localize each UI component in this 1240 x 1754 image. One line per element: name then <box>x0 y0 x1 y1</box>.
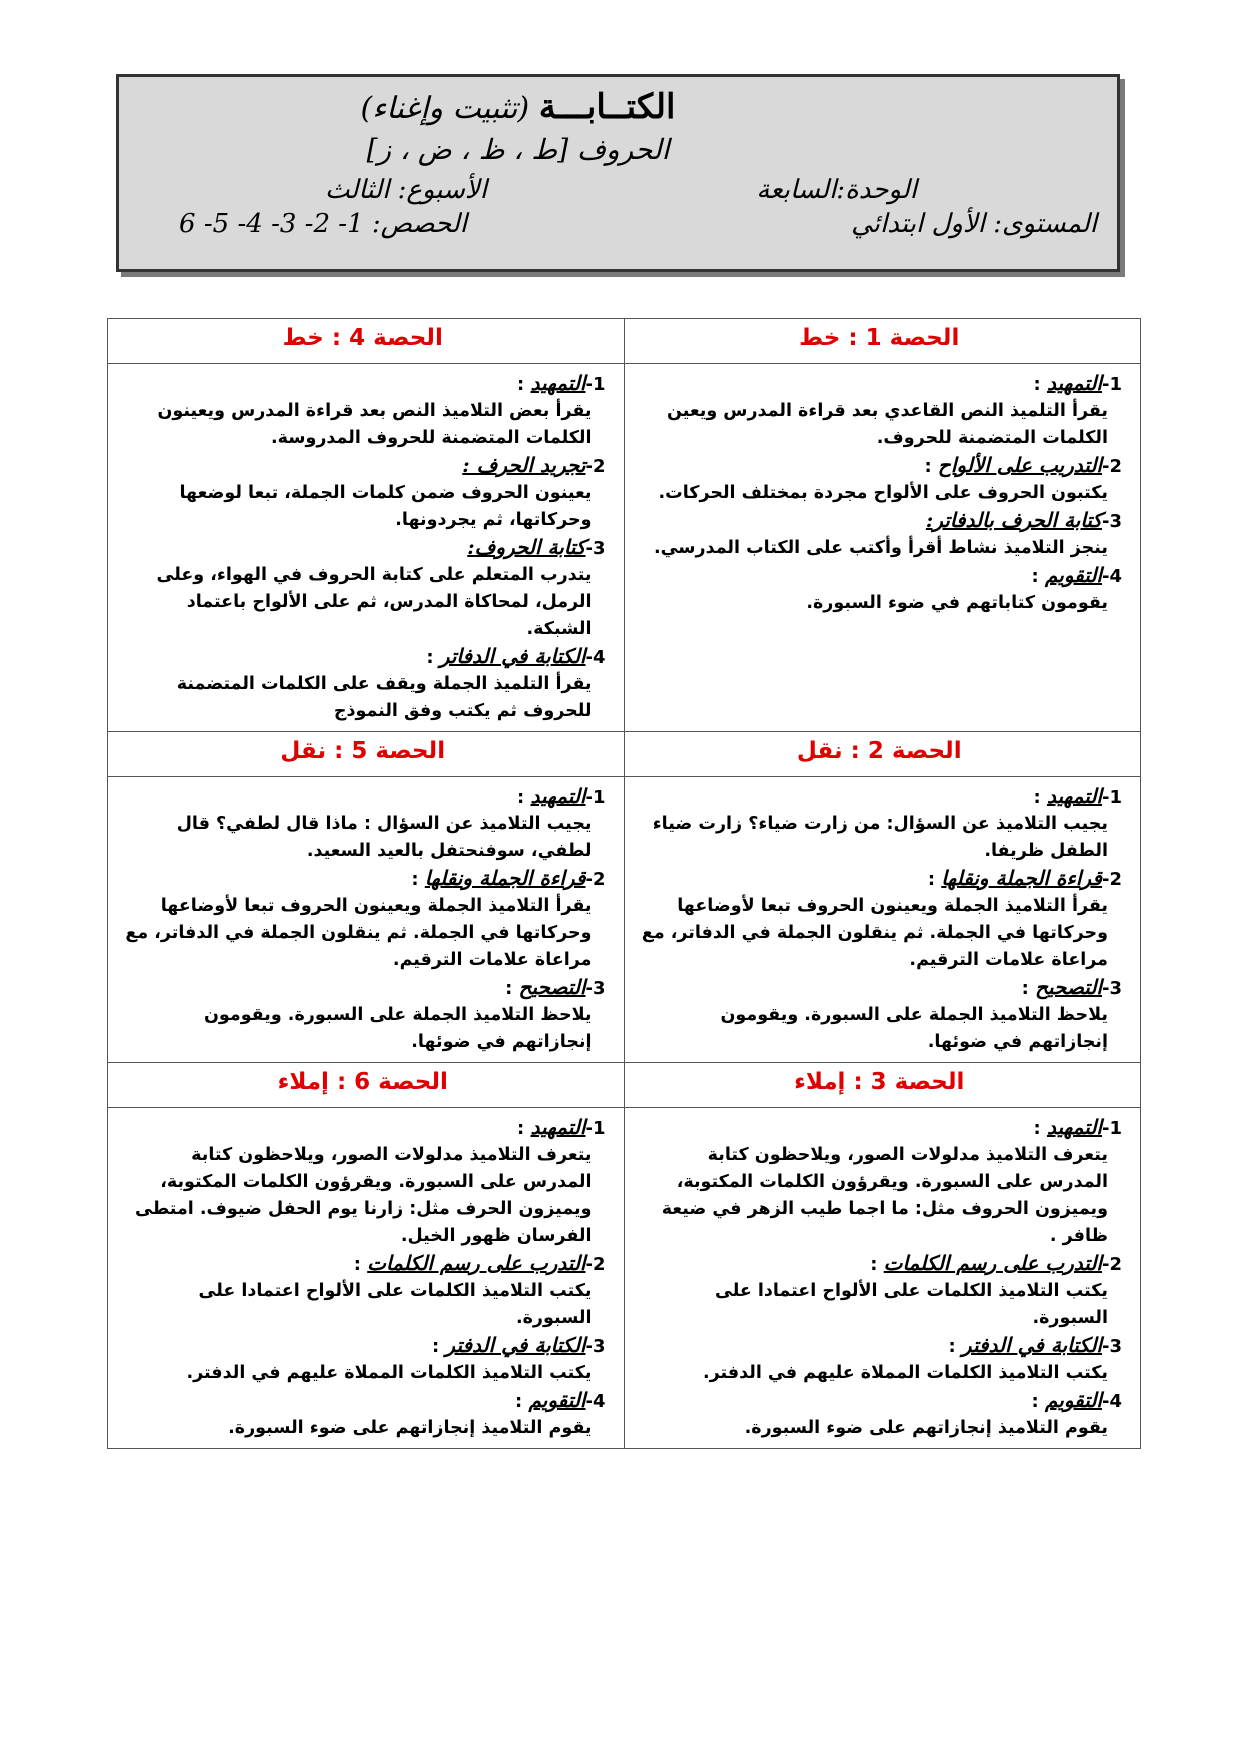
step-heading: 4-التقويم : <box>515 1388 606 1412</box>
step-title: تجريد الحرف : <box>462 453 586 477</box>
step-heading <box>637 507 1123 535</box>
step-text: يكتب التلاميذ الكلمات على الألواح اعتمادا على السبورة. <box>198 1281 592 1328</box>
step-text: يكتب التلاميذ الكلمات المملاة عليهم في الدفتر. <box>186 1363 592 1383</box>
session-header-row <box>108 732 1141 777</box>
session-content <box>108 777 625 1063</box>
step-number: 3- <box>585 978 606 999</box>
step-number: 4- <box>585 647 606 668</box>
title-sub: (تثبيت وإغناء) <box>360 91 530 126</box>
session-title: الحصة 5 : نقل <box>108 732 625 777</box>
step-text: يقوم التلاميذ إنجازاتهم على ضوء السبورة. <box>228 1418 592 1438</box>
letters-line: الحروف [ط ، ظ ، ض ، ز] <box>366 133 670 166</box>
step-heading: 1-التمهيد : <box>517 371 606 395</box>
step-heading: 3-التصحيح : <box>1021 975 1122 999</box>
step-text: يقرأ بعض التلاميذ النص بعد قراءة المدرس ويعينون الكلمات المتضمنة للحروف المدروسة. <box>157 401 592 448</box>
session-title: الحصة 3 : إملاء <box>624 1063 1141 1108</box>
step-number: 1- <box>585 1118 606 1139</box>
step-text: يقوم التلاميذ إنجازاتهم على ضوء السبورة. <box>744 1418 1108 1438</box>
step-text: ينجز التلاميذ نشاط أقرأ وأكتب على الكتاب المدرسي. <box>653 538 1108 558</box>
step-number: 2- <box>1101 869 1122 890</box>
step-heading: 1-التمهيد : <box>517 784 606 808</box>
step-title: التمهيد <box>1046 1115 1102 1139</box>
title-main: الكتــابـــة <box>538 87 676 127</box>
step-number: 4- <box>1101 1391 1122 1412</box>
step-title: قراءة الجملة ونقلها <box>424 866 586 890</box>
unit-label: الوحدة:السابعة <box>756 175 917 205</box>
step-number: 4- <box>1101 566 1122 587</box>
document-title <box>119 87 1117 127</box>
step-title: كتابة الحرف بالدفاتر: <box>925 508 1102 532</box>
step-title: كتابة الحروف: <box>467 535 586 559</box>
step-text: يلاحظ التلاميذ الجملة على السبورة. ويقومون إنجازاتهم في ضوئها. <box>720 1005 1108 1052</box>
step-number: 2- <box>585 1254 606 1275</box>
step-text: يقرأ التلميذ النص القاعدي بعد قراءة المدرس ويعين الكلمات المتضمنة للحروف. <box>667 401 1108 448</box>
step-number: 2- <box>585 869 606 890</box>
step-text: يقومون كتاباتهم في ضوء السبورة. <box>806 593 1108 613</box>
step-text: يعينون الحروف ضمن كلمات الجملة، تبعا لوضعها وحركاتها، ثم يجردونها. <box>179 483 592 530</box>
session-title: الحصة 1 : خط <box>624 319 1141 364</box>
step-number: 2- <box>585 456 606 477</box>
step-text: يلاحظ التلاميذ الجملة على السبورة. ويقومون إنجازاتهم في ضوئها. <box>203 1005 592 1052</box>
session-content-row <box>108 777 1141 1063</box>
session-header-row <box>108 1063 1141 1108</box>
step-text: يتعرف التلاميذ مدلولات الصور، ويلاحظون كتابة المدرس على السبورة. ويقرؤون الكلمات المكتوبة، ويميزون الحروف مثل: ما اجما طيب الزهر في ضيعة ظافر . <box>661 1145 1108 1246</box>
session-header-row <box>108 319 1141 364</box>
step-title: الكتابة في الدفتر <box>445 1333 586 1357</box>
step-heading: 4-التقويم : <box>1031 1388 1122 1412</box>
step-heading: 1-التمهيد : <box>1033 371 1122 395</box>
step-title: التمهيد <box>530 371 586 395</box>
step-title: التقويم <box>1044 1388 1102 1412</box>
step-text: يجيب التلاميذ عن السؤال: من زارت ضياء؟ زارت ضياء الطفل ظريفا. <box>652 814 1108 861</box>
step-heading <box>120 534 606 562</box>
step-text: يكتبون الحروف على الألواح مجردة بمختلف الحركات. <box>658 483 1108 503</box>
step-text: يقرأ التلاميذ الجملة ويعينون الحروف تبعا لأوضاعها وحركاتها في الجملة. ثم ينقلون الجملة في الدفاتر، مع مراعاة علامات الترقيم. <box>641 896 1108 970</box>
header-box <box>116 74 1120 272</box>
step-title: الكتابة في الدفتر <box>961 1333 1102 1357</box>
session-content <box>624 1108 1141 1449</box>
step-number: 1- <box>1101 374 1122 395</box>
step-number: 1- <box>585 787 606 808</box>
step-heading <box>120 452 606 480</box>
step-number: 3- <box>585 538 606 559</box>
step-number: 1- <box>585 374 606 395</box>
step-heading: 3-الكتابة في الدفتر : <box>431 1333 606 1357</box>
step-text: يقرأ التلميذ الجملة ويقف على الكلمات المتضمنة للحروف ثم يكتب وفق النموذج <box>176 674 592 721</box>
step-text: يقرأ التلاميذ الجملة ويعينون الحروف تبعا لأوضاعها وحركاتها في الجملة. ثم ينقلون الجملة في الدفاتر، مع مراعاة علامات الترقيم. <box>125 896 592 970</box>
step-heading: 3-التصحيح : <box>505 975 606 999</box>
step-title: التدرب على رسم الكلمات <box>883 1251 1102 1275</box>
session-title: الحصة 6 : إملاء <box>108 1063 625 1108</box>
step-number: 2- <box>1101 1254 1122 1275</box>
step-heading: 2-قراءة الجملة ونقلها : <box>927 866 1122 890</box>
step-number: 3- <box>1101 978 1122 999</box>
step-number: 4- <box>585 1391 606 1412</box>
step-title: التقويم <box>528 1388 586 1412</box>
week-label: الأسبوع: الثالث <box>324 175 487 205</box>
sessions-label: الحصص: 1- 2- 3- 4- 5- 6 <box>179 209 467 239</box>
step-text: يكتب التلاميذ الكلمات على الألواح اعتمادا على السبورة. <box>714 1281 1108 1328</box>
step-text: يكتب التلاميذ الكلمات المملاة عليهم في الدفتر. <box>703 1363 1108 1383</box>
step-title: التدرب على رسم الكلمات <box>367 1251 586 1275</box>
step-title: التصحيح <box>1035 975 1102 999</box>
step-heading: 1-التمهيد : <box>1033 1115 1122 1139</box>
lesson-table <box>107 318 1141 1449</box>
session-content-row <box>108 1108 1141 1449</box>
step-text: يجيب التلاميذ عن السؤال : ماذا قال لطفي؟ قال لطفي، سوفنحتفل بالعيد السعيد. <box>176 814 592 861</box>
step-title: التدريب على الألواح <box>937 453 1102 477</box>
step-heading: 2-التدرب على رسم الكلمات : <box>353 1251 606 1275</box>
step-title: التمهيد <box>530 1115 586 1139</box>
step-heading: 2-التدرب على رسم الكلمات : <box>870 1251 1122 1275</box>
step-number: 3- <box>1101 1336 1122 1357</box>
step-number: 1- <box>1101 1118 1122 1139</box>
step-heading: 1-التمهيد : <box>517 1115 606 1139</box>
step-heading: 4-الكتابة في الدفاتر : <box>426 644 606 668</box>
session-title: الحصة 4 : خط <box>108 319 625 364</box>
step-heading: 1-التمهيد : <box>1033 784 1122 808</box>
step-title: التقويم <box>1044 563 1102 587</box>
step-heading: 2-التدريب على الألواح : <box>924 453 1122 477</box>
step-title: الكتابة في الدفاتر <box>439 644 586 668</box>
step-number: 2- <box>1101 456 1122 477</box>
step-number: 3- <box>1101 511 1122 532</box>
session-content <box>108 1108 625 1449</box>
step-title: قراءة الجملة ونقلها <box>941 866 1102 890</box>
session-content <box>108 364 625 732</box>
step-heading: 2-قراءة الجملة ونقلها : <box>411 866 606 890</box>
step-heading: 4-التقويم : <box>1031 563 1122 587</box>
step-heading: 3-الكتابة في الدفتر : <box>948 1333 1122 1357</box>
step-title: التمهيد <box>1046 371 1102 395</box>
session-content <box>624 777 1141 1063</box>
session-title: الحصة 2 : نقل <box>624 732 1141 777</box>
step-text: يتعرف التلاميذ مدلولات الصور، ويلاحظون كتابة المدرس على السبورة. ويقرؤون الكلمات المكتوبة، ويميزون الحرف مثل: زارنا يوم الحفل ضيوف. امتطى الفرسان ظهور الخيل. <box>135 1145 592 1246</box>
session-content <box>624 364 1141 732</box>
session-content-row <box>108 364 1141 732</box>
step-number: 3- <box>585 1336 606 1357</box>
step-title: التصحيح <box>518 975 586 999</box>
step-title: التمهيد <box>1046 784 1102 808</box>
level-label: المستوى: الأول ابتدائي <box>851 209 1097 239</box>
step-text: يتدرب المتعلم على كتابة الحروف في الهواء، وعلى الرمل، لمحاكاة المدرس، ثم على الألواح باعتماد الشبكة. <box>156 565 592 639</box>
step-title: التمهيد <box>530 784 586 808</box>
step-number: 1- <box>1101 787 1122 808</box>
